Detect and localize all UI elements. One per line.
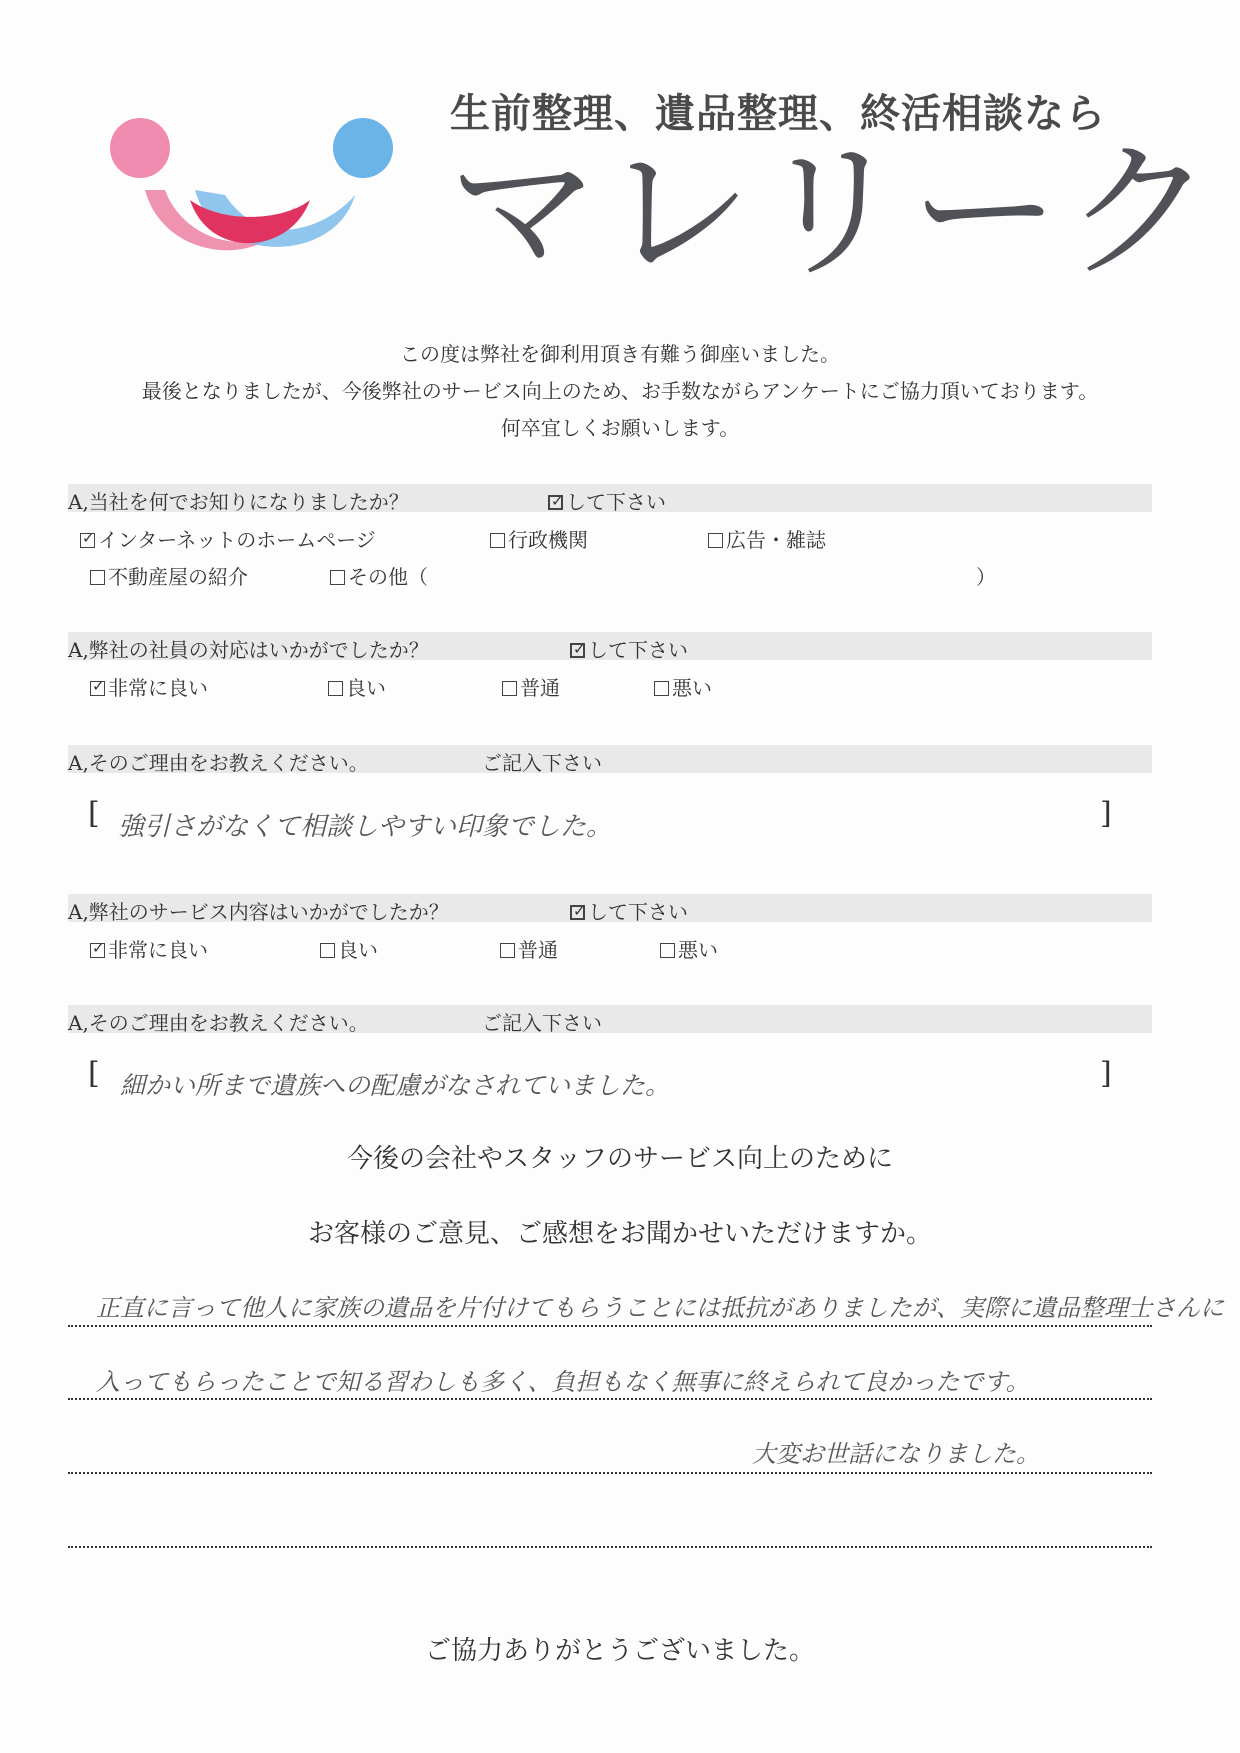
- intro-line-1: この度は弊社を御利用頂き有難う御座いました。: [400, 342, 840, 366]
- feedback-dotted-line-2: [68, 1398, 1152, 1400]
- intro-line-2: 最後となりましたが、今後弊社のサービス向上のため、お手数ながらアンケートにご協力頂いております。: [141, 379, 1099, 403]
- checkbox-icon[interactable]: [90, 570, 105, 585]
- checkbox-icon[interactable]: [320, 943, 335, 958]
- q3-hint: ご記入下さい: [482, 751, 602, 775]
- tagline: 生前整理、遺品整理、終活相談なら: [450, 91, 1106, 137]
- feedback-dotted-line-3: [68, 1472, 1152, 1474]
- checkbox-icon[interactable]: [708, 533, 723, 548]
- q3-answer[interactable]: 強引さがなくて相談しやすい印象でした。: [118, 812, 613, 842]
- checkbox-checked-icon[interactable]: [90, 681, 105, 696]
- checkbox-icon[interactable]: [502, 681, 517, 696]
- q3-close-bracket: ]: [1100, 796, 1112, 831]
- q4-option-good[interactable]: 良い: [320, 934, 378, 963]
- q2-hint: ✓ して下さい: [570, 634, 688, 663]
- q5-answer[interactable]: 細かい所まで遺族への配慮がなされていました。: [120, 1071, 671, 1100]
- feedback-dotted-line-1: [68, 1325, 1152, 1327]
- feedback-dotted-line-4: [68, 1546, 1152, 1548]
- checkbox-icon[interactable]: [500, 943, 515, 958]
- q1-question: A,当社を何でお知りになりましたか？: [68, 490, 409, 514]
- q1-hint: ✓ して下さい: [548, 486, 666, 515]
- q1-option-ad[interactable]: 広告・雑誌: [708, 524, 826, 553]
- q1-option-internet[interactable]: ✓インターネットのホームページ: [80, 524, 376, 553]
- feedback-prompt-2: お客様のご意見、ご感想をお聞かせいただけますか。: [307, 1219, 932, 1249]
- q1-option-other[interactable]: その他（: [330, 561, 428, 590]
- feedback-prompt-1: 今後の会社やスタッフのサービス向上のために: [346, 1144, 893, 1174]
- q2-option-good[interactable]: 良い: [328, 672, 386, 701]
- q4-option-bad[interactable]: 悪い: [660, 934, 718, 963]
- q5-close-bracket: ]: [1100, 1056, 1112, 1091]
- feedback-line-1[interactable]: 正直に言って他人に家族の遺品を片付けてもらうことには抵抗がありましたが、実際に遺品整理士さんに: [96, 1294, 1224, 1322]
- q2-question: A,弊社の社員の対応はいかがでしたか？: [68, 638, 429, 662]
- checkbox-checked-icon[interactable]: [90, 943, 105, 958]
- check-icon: [548, 495, 563, 510]
- q4-hint: ✓ して下さい: [570, 896, 688, 925]
- check-icon: [570, 643, 585, 658]
- q4-question: A,弊社のサービス内容はいかがでしたか？: [68, 900, 449, 924]
- checkbox-icon[interactable]: [328, 681, 343, 696]
- q2-option-bad[interactable]: 悪い: [654, 672, 712, 701]
- q1-other-close: ）: [976, 565, 996, 589]
- q4-option-very-good[interactable]: ✓非常に良い: [90, 934, 208, 963]
- logo-icon: [105, 115, 405, 285]
- checkbox-icon[interactable]: [660, 943, 675, 958]
- checkbox-icon[interactable]: [654, 681, 669, 696]
- q3-open-bracket: [: [88, 796, 100, 831]
- checkbox-icon[interactable]: [490, 533, 505, 548]
- q1-option-realestate[interactable]: 不動産屋の紹介: [90, 561, 248, 590]
- footer-thanks: ご協力ありがとうございました。: [424, 1636, 815, 1666]
- q1-option-government[interactable]: 行政機関: [490, 524, 588, 553]
- feedback-line-3[interactable]: 大変お世話になりました。: [752, 1440, 1040, 1468]
- checkbox-icon[interactable]: [330, 570, 345, 585]
- q5-hint: ご記入下さい: [482, 1011, 602, 1035]
- brand-name: マレリーク: [448, 126, 1219, 300]
- check-icon: [570, 905, 585, 920]
- feedback-line-2[interactable]: 入ってもらったことで知る習わしも多く、負担もなく無事に終えられて良かったです。: [96, 1368, 1030, 1396]
- q2-option-very-good[interactable]: ✓非常に良い: [90, 672, 208, 701]
- q2-option-normal[interactable]: 普通: [502, 672, 560, 701]
- q3-question: A,そのご理由をお教えください。: [68, 751, 369, 775]
- q4-option-normal[interactable]: 普通: [500, 934, 558, 963]
- intro-line-3: 何卒宜しくお願いします。: [500, 416, 740, 440]
- checkbox-checked-icon[interactable]: [80, 533, 95, 548]
- q5-open-bracket: [: [88, 1056, 100, 1091]
- q5-question: A,そのご理由をお教えください。: [68, 1011, 369, 1035]
